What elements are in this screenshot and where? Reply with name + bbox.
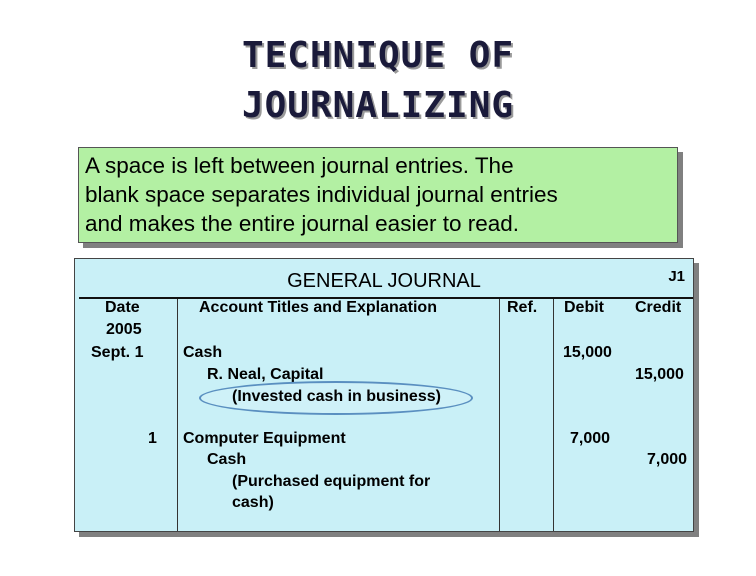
column-header-date: Date bbox=[105, 299, 140, 316]
entry-2-credit-account: Cash bbox=[207, 451, 247, 468]
note-line-1: A space is left between journal entries. The bbox=[85, 153, 514, 178]
entry-2-explanation-line-1: (Purchased equipment for bbox=[232, 473, 431, 490]
explanation-note bbox=[78, 147, 678, 243]
column-header-account: Account Titles and Explanation bbox=[199, 299, 437, 316]
entry-2-explanation-line-2: cash) bbox=[232, 494, 274, 511]
column-divider-account bbox=[499, 299, 500, 531]
column-divider-ref bbox=[553, 299, 554, 531]
note-line-3: and makes the entire journal easier to read. bbox=[85, 211, 520, 236]
column-header-ref: Ref. bbox=[507, 299, 538, 316]
entry-1-debit-amount: 15,000 bbox=[563, 344, 612, 361]
entry-1-debit-account: Cash bbox=[183, 344, 223, 361]
entry-2-debit-amount: 7,000 bbox=[570, 430, 611, 447]
entry-1-explanation: (Invested cash in business) bbox=[232, 388, 441, 405]
entry-1-date: Sept. 1 bbox=[91, 344, 144, 361]
note-line-2: blank space separates individual journal entries bbox=[85, 182, 558, 207]
column-header-debit: Debit bbox=[564, 299, 604, 316]
entry-2-date: 1 bbox=[148, 430, 157, 447]
journal-page-number: J1 bbox=[668, 268, 685, 285]
column-divider-date bbox=[177, 299, 178, 531]
entry-1-credit-amount: 15,000 bbox=[635, 366, 684, 383]
column-header-credit: Credit bbox=[635, 299, 682, 316]
journal-year: 2005 bbox=[106, 321, 142, 338]
entry-1-credit-account: R. Neal, Capital bbox=[207, 366, 324, 383]
page-title-line-1: TECHNIQUE OF bbox=[241, 35, 515, 76]
journal-title: GENERAL JOURNAL bbox=[287, 270, 481, 292]
general-journal bbox=[74, 258, 694, 532]
page-title-line-2: JOURNALIZING bbox=[241, 85, 515, 126]
entry-2-debit-account: Computer Equipment bbox=[183, 430, 346, 447]
entry-2-credit-amount: 7,000 bbox=[647, 451, 688, 468]
